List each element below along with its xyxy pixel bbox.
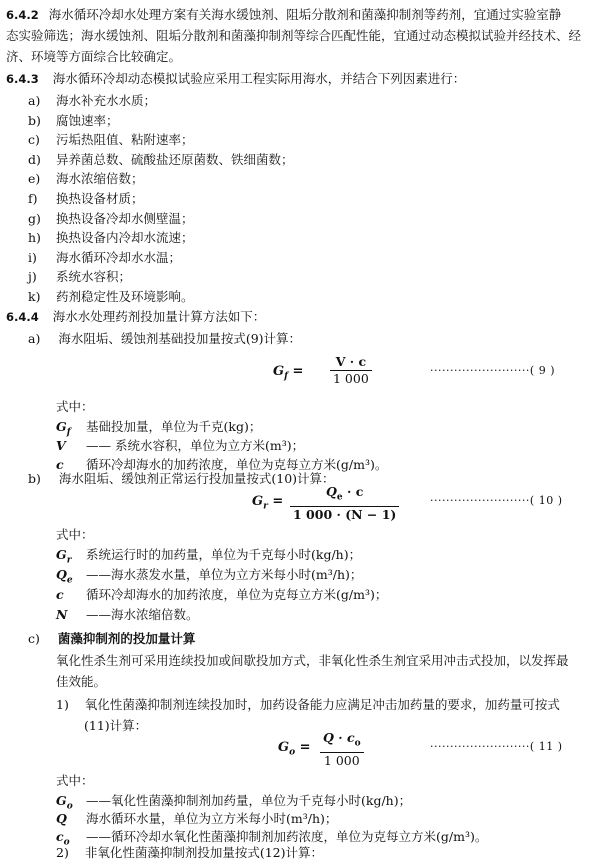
clause-6-4-2-line-2: 态实验筛选；海水缓蚀剂、阻垢分散剂和菌藻抑制剂等综合匹配性能，宜通过动态模拟试验并经技术、经 [6,28,582,43]
definition-row: $c_o$ ——循环冷却水氧化性菌藻抑制剂加药浓度，单位为克每立方米(g/m³)。 [56,828,487,852]
equation-number: ·························( 11 ) [430,740,563,753]
definition-text: 基础投加量，单位为千克(kg)； [86,419,262,434]
symbol: $G_o$ [56,793,73,812]
definition-text: 循环冷却海水的加药浓度，单位为克每立方米(g/m³)。 [86,457,388,472]
clause-number: 6.4.4 [6,310,39,324]
symbol: N [56,607,68,622]
equation-number: ·························( 9 ) [430,364,555,377]
paragraph-line-1: 氧化性杀生剂可采用连续投加或间歇投加方式，非氧化性杀生剂宜采用冲击式投加，以发挥最 [56,653,569,668]
equation-9 [0,352,600,392]
list-item: d) 异养菌总数、硫酸盐还原菌数、铁细菌数； [28,151,294,167]
clause-6-4-3-heading: 6.4.3 海水循环冷却动态模拟试验应采用工程实际用海水，并结合下列因素进行： [6,71,466,86]
item-c: c) 菌藻抑制剂的投加量计算 [28,631,196,646]
list-item: h) 换热设备内冷却水流速； [28,230,194,246]
clause-number: 6.4.3 [6,72,39,86]
equation-number: ·························( 10 ) [430,494,563,507]
definition-text: 循环冷却水氧化性菌藻抑制剂加药浓度，单位为克每立方米(g/m³)。 [111,829,488,844]
clause-6-4-2-line-1: 6.4.2 海水循环冷却水处理方案有关海水缓蚀剂、阻垢分散剂和菌藻抑制剂等药剂，宜通过实验室静 [6,7,562,22]
where-label: 式中： [56,399,94,414]
definition-text: 循环冷却海水的加药浓度，单位为克每立方米(g/m³)； [86,587,388,602]
definition-text: 海水浓缩倍数。 [111,607,199,622]
definition-row: $G_o$ ——氧化性菌藻抑制剂加药量，单位为千克每小时(kg/h)； [56,792,411,816]
list-item: g) 换热设备冷却水侧壁温； [28,210,194,226]
symbol: c [56,587,64,602]
item-b: b) 海水阻垢、缓蚀剂正常运行投加量按式(10)计算： [28,471,335,486]
subitem-1-line-2: (11)计算： [84,718,148,733]
equation-lhs: $G_r$ = [252,494,284,512]
symbol: $Q_e$ [56,567,73,586]
definition-text: 海水循环水量，单位为立方米每小时(m³/h)； [86,811,338,826]
symbol: $G_f$ [56,419,71,438]
where-label: 式中： [56,773,94,788]
definition-row [56,586,387,604]
equation-11 [0,728,600,768]
definition-row: $Q_e$ ——海水蒸发水量，单位为立方米每小时(m³/h)； [56,566,362,590]
definition-row: N ——海水浓缩倍数。 [56,607,199,622]
paragraph-line-2: 佳效能。 [56,674,107,689]
definition-row [56,810,337,828]
equation-lhs: $G_o$ = [278,740,311,758]
definition-text: 系统运行时的加药量，单位为千克每小时(kg/h)； [86,547,362,562]
symbol: V [56,438,66,453]
fraction: $Q_e \cdot c$ 1 000 · (N − 1) [290,484,399,523]
subitem-2: 2) 非氧化性菌藻抑制剂投加量按式(12)计算： [56,845,323,860]
item-a: a) 海水阻垢、缓蚀剂基础投加量按式(9)计算： [28,331,302,346]
list-item: k) 药剂稳定性及环境影响。 [28,289,194,304]
subitem-1-line-1: 1) 氧化性菌藻抑制剂连续投加时，加药设备能力应满足冲击加药量的要求，加药量可按式 [56,697,560,712]
list-item: a) 海水补充水水质； [28,93,157,108]
clause-number: 6.4.2 [6,8,39,22]
definition-text: 海水蒸发水量，单位为立方米每小时(m³/h)； [111,567,363,582]
fraction: $Q \cdot c_o$ 1 000 [320,730,364,769]
list-item: i) 海水循环冷却水水温； [28,249,182,265]
symbol: Q [56,811,67,826]
symbol: $G_r$ [56,547,72,566]
definition-text: 氧化性菌藻抑制剂加药量，单位为千克每小时(kg/h)； [111,793,412,808]
list-item: e) 海水浓缩倍数； [28,171,144,187]
equation-10 [0,482,600,522]
symbol: c [56,457,64,472]
fraction: V · c 1 000 [330,354,372,387]
definition-row: V —— 系统水容积，单位为立方米(m³)； [56,438,305,453]
symbol: $c_o$ [56,829,70,848]
list-item: b) 腐蚀速率； [28,112,119,128]
list-item: f) 换热设备材质； [28,191,144,206]
list-item: j) 系统水容积； [28,269,132,285]
clause-6-4-2-line-3: 济、环境等方面综合比较确定。 [6,49,182,64]
where-label: 式中： [56,527,94,542]
clause-6-4-4-heading: 6.4.4 海水水处理药剂投加量计算方法如下： [6,309,266,324]
definition-text: 系统水容积，单位为立方米(m³)； [114,438,305,453]
list-item: c) 污垢热阻值、粘附速率； [28,132,194,148]
equation-lhs: $G_f$ = [273,364,304,382]
